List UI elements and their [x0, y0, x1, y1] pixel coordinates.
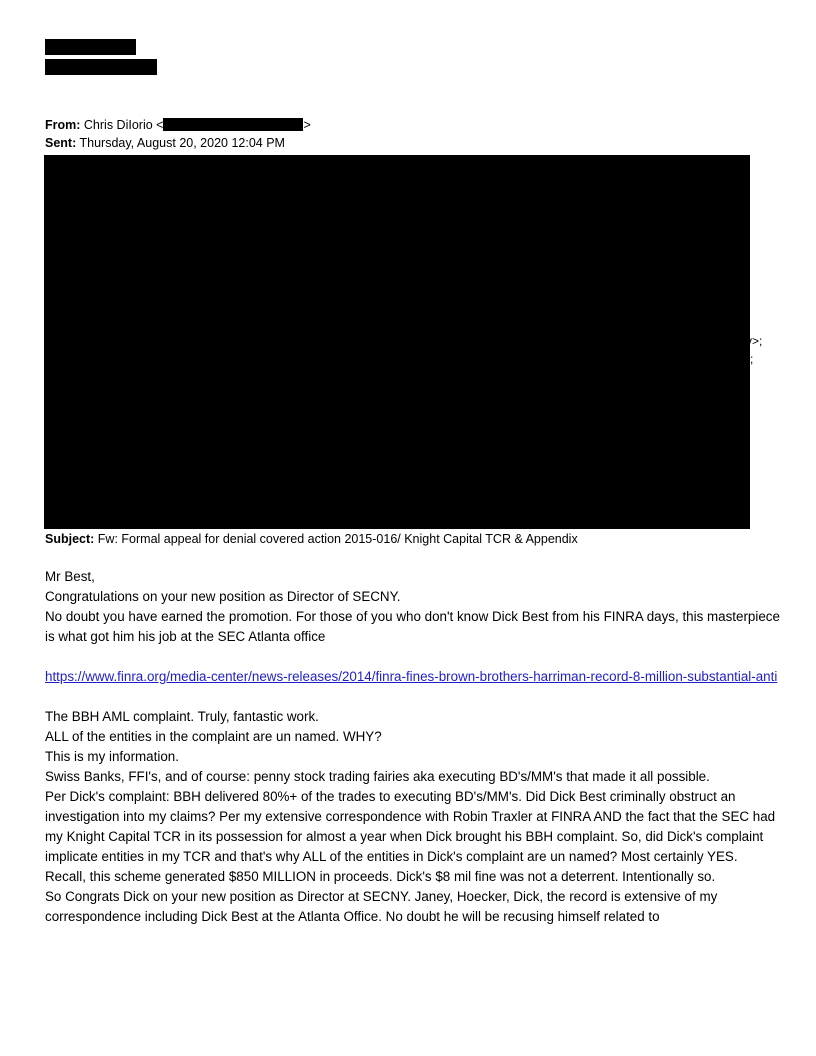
body-paragraph: Recall, this scheme generated $850 MILLION in proceeds. Dick's $8 mil fine was not a deterrent. Intentionally so.: [45, 869, 716, 884]
from-label: From:: [45, 118, 81, 132]
redaction-bar-top-1: [45, 39, 136, 55]
body-paragraph: Swiss Banks, FFI's, and of course: penny stock trading fairies aka executing BD's/MM's that made it all possible.: [45, 769, 710, 784]
body-paragraph: No doubt you have earned the promotion. For those of you who don't know Dick Best from his FINRA days, this masterpiece is what got him his job at the SEC Atlanta office: [45, 609, 780, 644]
subject-label: Subject:: [45, 532, 95, 546]
body-paragraph: This is my information.: [45, 749, 179, 764]
sent-value: Thursday, August 20, 2020 12:04 PM: [79, 136, 285, 150]
subject-line: [45, 530, 578, 548]
from-close: >: [303, 118, 311, 132]
subject-value: Fw: Formal appeal for denial covered action 2015-016/ Knight Capital TCR & Appendix: [97, 532, 578, 546]
body-paragraph: The BBH AML complaint. Truly, fantastic work.: [45, 709, 319, 724]
redaction-peek-1: v>;: [746, 334, 763, 348]
body-paragraph: ALL of the entities in the complaint are un named. WHY?: [45, 729, 382, 744]
redaction-block-main: [44, 155, 750, 529]
greeting: Mr Best,: [45, 569, 95, 584]
redaction-peek-2: ;: [750, 352, 754, 366]
redacted-email: [163, 118, 303, 131]
body-paragraph: Congratulations on your new position as Director of SECNY.: [45, 589, 401, 604]
from-line: [45, 116, 311, 134]
email-body: [45, 567, 780, 927]
from-name: Chris DiIorio <: [83, 118, 164, 132]
body-paragraph: Per Dick's complaint: BBH delivered 80%+ of the trades to executing BD's/MM's. Did Dick Best criminally obstruct an investigation into my claims? Per my extensive correspondence with Robin Traxler at FINRA AND the fact that the SEC had my Knight Capital TCR in its possession for almost a year when Dick brought his BBH complaint. So, did Dick's complaint implicate entities in my TCR and that's why ALL of the entities in Dick's complaint are un named? Most certainly YES.: [45, 789, 776, 864]
body-paragraph: So Congrats Dick on your new position as Director at SECNY. Janey, Hoecker, Dick, the record is extensive of my correspondence including Dick Best at the Atlanta Office. No doubt he will be recusing himself related to: [45, 889, 718, 924]
sent-line: [45, 134, 285, 152]
redaction-bar-top-2: [45, 59, 157, 75]
finra-news-link[interactable]: https://www.finra.org/media-center/news-releases/2014/finra-fines-brown-brothers-harriman-record-8-million-substantial-anti: [45, 669, 778, 684]
sent-label: Sent:: [45, 136, 77, 150]
